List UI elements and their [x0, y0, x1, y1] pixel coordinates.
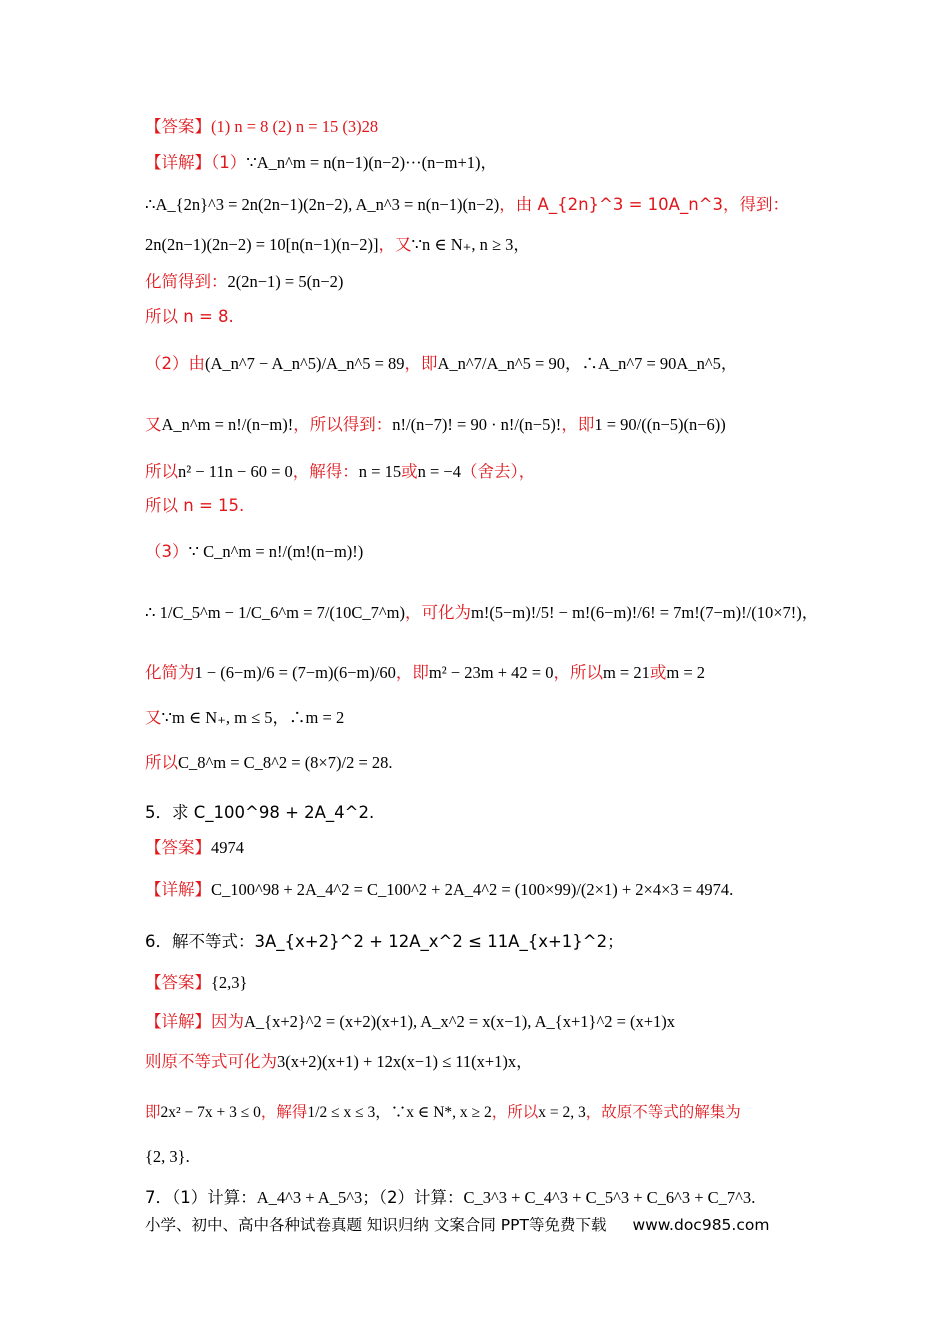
part3-line-3: 化简为1 − (6−m)/6 = (7−m)(6−m)/60，即m² − 23m + 42 = 0，所以m = 21或m = 2	[145, 663, 705, 682]
question-7: 7．（1）计算：A_4^3 + A_5^3；（2）计算：C_3^3 + C_4^3 + C_5^3 + C_6^3 + C_7^3.	[145, 1188, 756, 1207]
answer-line-q6: 【答案】{2,3}	[145, 973, 248, 992]
answer-line-q4	[145, 117, 378, 137]
detail-tag: 【详解】	[145, 153, 211, 172]
part3-line-1: （3）∵ C_n^m = n!/(m!(n−m)!)	[145, 542, 364, 561]
detail-line-q6-4: {2, 3}.	[145, 1147, 190, 1166]
detail-line-1: 【详解】（1）∵A_n^m = n(n−1)(n−2)···(n−m+1)，	[145, 153, 498, 172]
part3-line-4: 又∵m ∈ N₊, m ≤ 5，∴m = 2	[145, 708, 345, 727]
part2-line-3: 所以n² − 11n − 60 = 0，解得：n = 15或n = −4（舍去），	[145, 462, 536, 481]
detail-line-5: 所以 n = 8.	[145, 307, 234, 326]
answer-line-q5: 【答案】4974	[145, 838, 244, 857]
detail-line-4: 化简得到：2(2n−1) = 5(n−2)	[145, 272, 344, 291]
part2-line-2: 又A_n^m = n!/(n−m)!，所以得到：n!/(n−7)! = 90 · n!/(n−5)!，即1 = 90/((n−5)(n−6))	[145, 415, 726, 434]
footer-url[interactable]: www.doc985.com	[632, 1216, 770, 1234]
question-5: 5．求 C_100^98 + 2A_4^2.	[145, 803, 375, 822]
detail-line-q6-3: 即2x² − 7x + 3 ≤ 0，解得1/2 ≤ x ≤ 3，∵x ∈ N*, x ≥ 2，所以x = 2, 3，故原不等式的解集为	[145, 1103, 741, 1121]
footer-text: 小学、初中、高中各种试卷真题 知识归纳 文案合同 PPT等免费下载	[145, 1216, 607, 1234]
detail-line-q5: 【详解】C_100^98 + 2A_4^2 = C_100^2 + 2A_4^2 = (100×99)/(2×1) + 2×4×3 = 4974.	[145, 880, 734, 899]
part2-line-1: （2）由(A_n^7 − A_n^5)/A_n^5 = 89，即A_n^7/A_n^5 = 90，∴A_n^7 = 90A_n^5，	[145, 354, 738, 373]
detail-line-q6-1: 【详解】因为A_{x+2}^2 = (x+2)(x+1), A_x^2 = x(x−1), A_{x+1}^2 = (x+1)x	[145, 1012, 676, 1031]
detail-line-q6-2: 则原不等式可化为3(x+2)(x+1) + 12x(x−1) ≤ 11(x+1)x，	[145, 1052, 533, 1071]
answer-tag: 【答案】	[145, 117, 211, 136]
part3-line-5: 所以C_8^m = C_8^2 = (8×7)/2 = 28.	[145, 753, 393, 772]
question-6: 6．解不等式：3A_{x+2}^2 + 12A_x^2 ≤ 11A_{x+1}^2；	[145, 932, 624, 951]
detail-line-3: 2n(2n−1)(2n−2) = 10[n(n−1)(n−2)]，又∵n ∈ N₊, n ≥ 3，	[145, 235, 530, 254]
answer-text: (1) n = 8 (2) n = 15 (3)28	[211, 117, 379, 136]
page-footer	[145, 1213, 769, 1235]
detail-line-2: ∴A_{2n}^3 = 2n(2n−1)(2n−2), A_n^3 = n(n−1)(n−2)，由 A_{2n}^3 = 10A_n^3，得到：	[145, 195, 789, 214]
part2-line-4: 所以 n = 15.	[145, 496, 245, 515]
part3-line-2: ∴ 1/C_5^m − 1/C_6^m = 7/(10C_7^m)，可化为m!(5−m)!/5! − m!(6−m)!/6! = 7m!(7−m)!/(10×7!)，	[145, 603, 819, 622]
